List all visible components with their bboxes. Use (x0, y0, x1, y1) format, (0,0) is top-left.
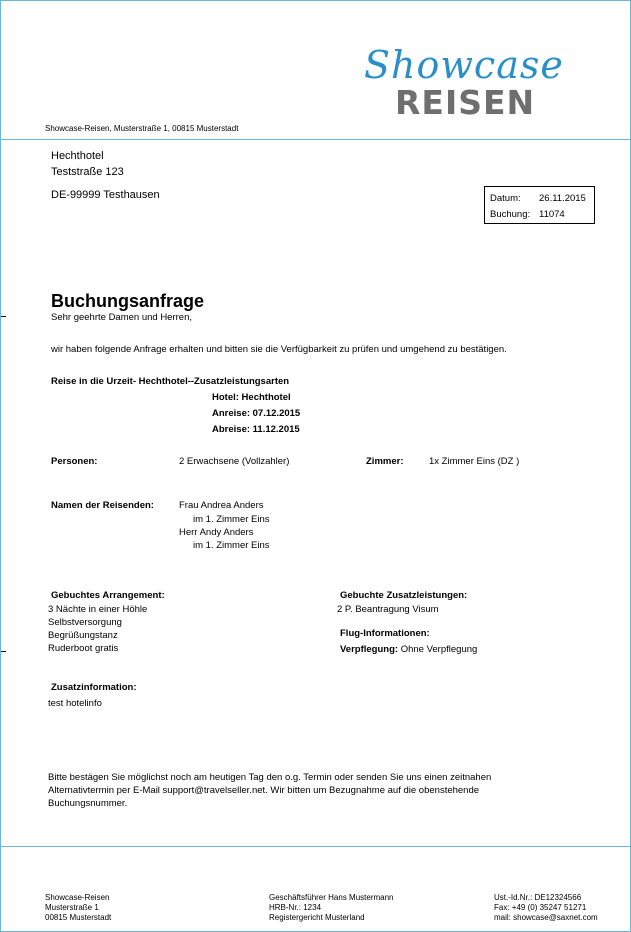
extras-label: Gebuchte Zusatzleistungen: (340, 590, 468, 601)
fold-mark (1, 651, 6, 652)
sender-line: Showcase-Reisen, Musterstraße 1, 00815 Musterstadt (45, 124, 239, 133)
trip-name: Reise in die Urzeit- Hechthotel--Zusatzleistungsarten (51, 376, 290, 387)
meals-label: Verpflegung: (340, 644, 399, 655)
footer-hrb: HRB-Nr.: 1234 (269, 903, 322, 912)
traveler-name: Herr Andy Anders (179, 527, 254, 538)
additional-label: Zusatzinformation: (51, 682, 137, 693)
date-label: Datum: (490, 193, 521, 204)
footer-street: Musterstraße 1 (45, 903, 99, 912)
trip-hotel: Hotel: Hechthotel (212, 392, 291, 403)
arrangement-item: 3 Nächte in einer Höhle (48, 604, 148, 615)
recipient-name: Hechthotel (51, 150, 104, 162)
footer-company: Showcase-Reisen (45, 893, 110, 902)
footer-ceo: Geschäftsführer Hans Mustermann (269, 893, 394, 902)
footer-vat: Ust.-Id.Nr.: DE12324566 (494, 893, 582, 902)
closing-line: Alternativtermin per E-Mail support@travelseller.net. Wir bitten um Bezugnahme auf die obenstehende (48, 785, 480, 796)
trip-departure: Abreise: 11.12.2015 (212, 424, 300, 435)
booking-value: 11074 (539, 209, 565, 220)
footer-city: 00815 Musterstadt (45, 913, 112, 922)
recipient-city: DE-99999 Testhausen (51, 189, 160, 201)
logo-script: Showcase (364, 43, 564, 87)
arrangement-item: Selbstversorgung (48, 617, 122, 628)
date-value: 26.11.2015 (539, 193, 586, 204)
rooms-label: Zimmer: (366, 456, 404, 467)
persons-label: Personen: (51, 456, 98, 467)
rooms-value: 1x Zimmer Eins (DZ ) (429, 456, 520, 467)
closing-line: Bitte bestägen Sie möglichst noch am heutigen Tag den o.g. Termin oder senden Sie uns einen zeitnahen (48, 772, 492, 783)
salutation: Sehr geehrte Damen und Herren, (51, 312, 192, 323)
footer-court: Registergericht Musterland (269, 913, 365, 922)
booking-label: Buchung: (490, 209, 531, 220)
meta-box (484, 186, 595, 224)
arrangement-label: Gebuchtes Arrangement: (51, 590, 165, 601)
fold-mark (1, 316, 6, 317)
footer-divider (1, 846, 631, 847)
trip-arrival: Anreise: 07.12.2015 (212, 408, 301, 419)
extras-item: 2 P. Beantragung Visum (337, 604, 439, 615)
meals-line (340, 644, 477, 655)
persons-value: 2 Erwachsene (Vollzahler) (179, 456, 290, 467)
meals-value: Ohne Verpflegung (400, 644, 478, 655)
footer-fax: Fax: +49 (0) 35247 51271 (494, 903, 587, 912)
arrangement-item: Ruderboot gratis (48, 643, 119, 654)
page-title: Buchungsanfrage (51, 291, 205, 311)
traveler-room: im 1. Zimmer Eins (193, 514, 270, 525)
additional-value: test hotelinfo (48, 698, 102, 709)
footer-mail: mail: showcase@saxnet.com (494, 913, 598, 922)
intro-text: wir haben folgende Anfrage erhalten und bitten sie die Verfügbarkeit zu prüfen und umgehend zu bestätigen. (51, 344, 507, 355)
arrangement-item: Begrüßungstanz (48, 630, 118, 641)
logo-word: REISEN (395, 83, 536, 122)
header-divider (1, 139, 631, 140)
traveler-name: Frau Andrea Anders (179, 500, 264, 511)
recipient-street: Teststraße 123 (51, 166, 124, 178)
traveler-room: im 1. Zimmer Eins (193, 540, 270, 551)
flight-label: Flug-Informationen: (340, 628, 430, 639)
closing-line: Buchungsnummer. (48, 798, 128, 809)
travelers-label: Namen der Reisenden: (51, 500, 154, 511)
